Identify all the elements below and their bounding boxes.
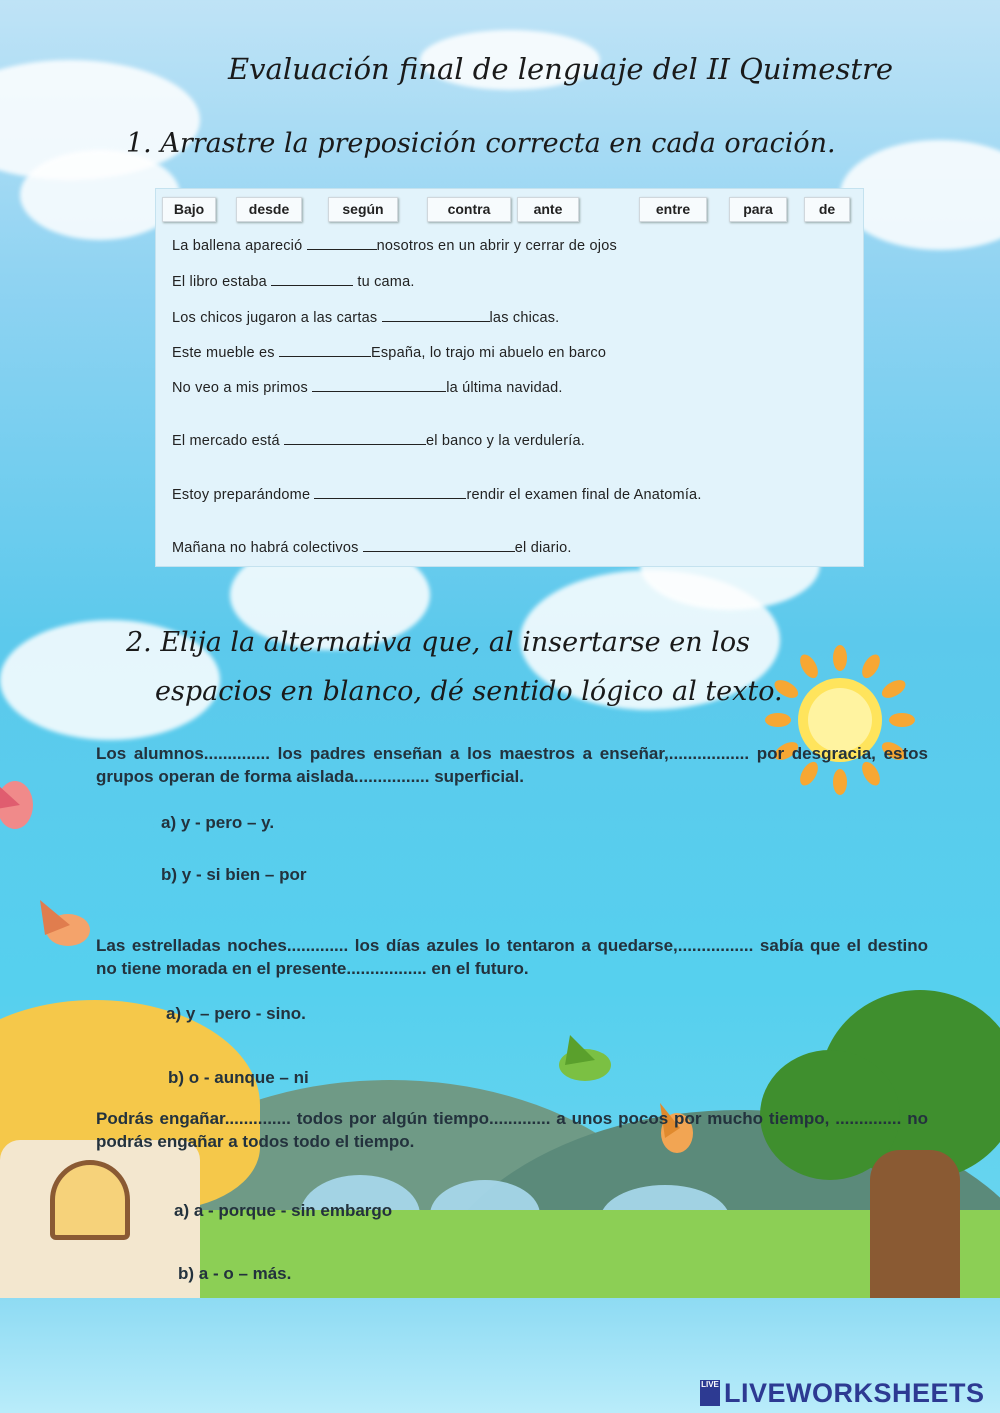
sun-ray (879, 676, 909, 701)
liveworksheets-logo-icon: LIVE (700, 1380, 720, 1406)
sun-ray (858, 652, 883, 682)
sentence-8: Mañana no habrá colectivos el diario. (172, 537, 572, 556)
preposition-exercise (155, 188, 864, 567)
section2-heading-line1: 2. Elija la alternativa que, al insertarse en los (126, 627, 750, 658)
word-chip[interactable]: ante (517, 197, 579, 222)
bird-icon (0, 765, 40, 840)
bird-icon (540, 1030, 625, 1090)
sun-ray (833, 645, 847, 671)
sun-ray (889, 713, 915, 727)
drop-blank[interactable] (284, 430, 426, 445)
sentence-3: Los chicos jugaron a las cartas las chicas. (172, 307, 559, 326)
question-3-text: Podrás engañar.............. todos por algún tiempo............. a unos pocos por mucho tiempo, .............. no podrás engañar a todos todo el tiempo. (96, 1109, 928, 1151)
sun-ray (796, 652, 821, 682)
sentence-1: La ballena apareció nosotros en un abrir y cerrar de ojos (172, 235, 617, 254)
question-3-option-b[interactable]: b) a - o – más. (178, 1264, 292, 1283)
drop-blank[interactable] (271, 271, 353, 286)
question-1-text: Los alumnos.............. los padres enseñan a los maestros a enseñar,................. por desgracia, estos grupos operan de forma aislada................ superficial. (96, 744, 928, 786)
drop-blank[interactable] (382, 307, 490, 322)
word-chip[interactable]: desde (236, 197, 302, 222)
word-chip[interactable]: Bajo (162, 197, 216, 222)
liveworksheets-logo: LIVEWORKSHEETS (724, 1378, 985, 1408)
question-1-option-b[interactable]: b) y - si bien – por (161, 865, 307, 884)
house-window (50, 1160, 130, 1240)
sentence-4: Este mueble es España, lo trajo mi abuelo en barco (172, 342, 606, 361)
drop-blank[interactable] (312, 377, 446, 392)
drop-blank[interactable] (314, 484, 466, 499)
sentence-2: El libro estaba tu cama. (172, 271, 415, 290)
drop-blank[interactable] (363, 537, 515, 552)
bird-icon (30, 890, 100, 960)
question-2-option-b[interactable]: b) o - aunque – ni (168, 1068, 309, 1087)
sentence-6: El mercado está el banco y la verdulería. (172, 430, 585, 449)
question-2-option-a[interactable]: a) y – pero - sino. (166, 1004, 306, 1023)
sun-ray (765, 713, 791, 727)
word-chip[interactable]: para (729, 197, 787, 222)
question-1-option-a[interactable]: a) y - pero – y. (161, 813, 275, 832)
section2-heading-line2: espacios en blanco, dé sentido lógico al texto. (155, 676, 783, 707)
sentence-7: Estoy preparándome rendir el examen final de Anatomía. (172, 484, 702, 503)
question-2-text: Las estrelladas noches............. los días azules lo tentaron a quedarse,................ sabía que el destino no tiene morada en el presente................. en el futuro. (96, 936, 928, 978)
word-chip[interactable]: contra (427, 197, 511, 222)
drop-blank[interactable] (279, 342, 371, 357)
sentence-5: No veo a mis primos la última navidad. (172, 377, 563, 396)
word-chip[interactable]: según (328, 197, 398, 222)
word-chip[interactable]: de (804, 197, 850, 222)
drop-blank[interactable] (307, 235, 377, 250)
section1-heading: 1. Arrastre la preposición correcta en cada oración. (126, 128, 836, 159)
page-title: Evaluación final de lenguaje del II Quimestre (228, 52, 894, 86)
question-3-option-a[interactable]: a) a - porque - sin embargo (174, 1201, 393, 1220)
word-chip[interactable]: entre (639, 197, 707, 222)
